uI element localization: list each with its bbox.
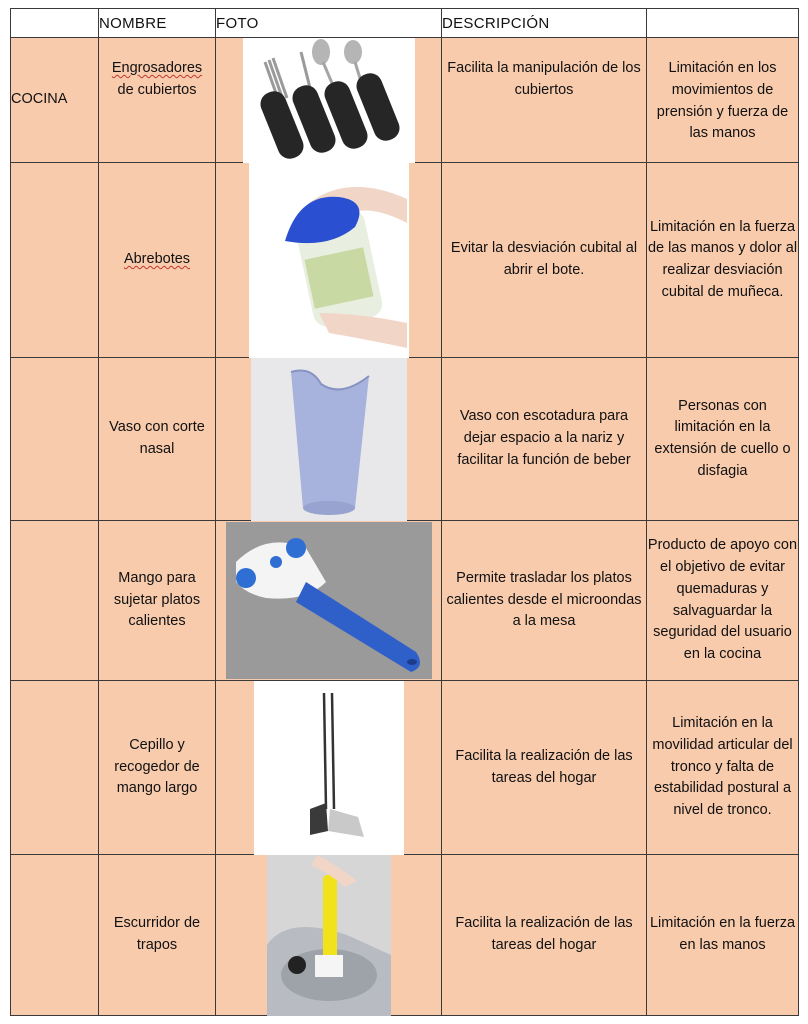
header-descripcion: DESCRIPCIÓN [442,9,647,38]
description-text: Facilita la manipulación de los cubiertos [447,60,641,98]
description-cell [442,521,647,681]
category-cell-empty [11,681,99,855]
product-name: Cepillo y recogedor de mango largo [114,736,200,797]
table-row [11,38,799,163]
category-cell-empty [11,163,99,358]
category-cell-empty [11,358,99,521]
description-text: Evitar la desviación cubital al abrir el bote. [450,240,638,278]
category-cell-empty [11,521,99,681]
jar-opener-icon [249,163,409,358]
description-text: Facilita la realización de las tareas del hogar [455,915,633,953]
product-name: Mango para sujetar platos calientes [113,569,201,630]
product-name: Vaso con corte nasal [109,419,205,457]
product-name: Escurridor de trapos [113,915,201,953]
header-row [11,9,799,38]
limitation-text: Limitación en los movimientos de prensión y fuerza de las manos [656,60,789,142]
limitation-cell [647,855,799,1016]
description-cell [442,38,647,163]
name-cell [99,681,216,855]
table-row [11,163,799,358]
description-cell [442,358,647,521]
photo-cell [216,38,442,163]
name-cell [99,521,216,681]
assistive-products-table [10,8,799,1016]
category-label: COCINA [11,91,68,108]
limitation-text: Limitación en la fuerza de las manos y dolor al realizar desviación cubital de muñeca. [647,218,798,300]
description-text: Permite trasladar los platos calientes desde el microondas a la mesa [446,569,642,630]
nose-cut-cup-icon [251,358,407,521]
cutlery-grips-icon [243,38,415,163]
table-row [11,855,799,1016]
description-cell [442,681,647,855]
name-cell [99,38,216,163]
table-row [11,681,799,855]
header-empty-left [11,9,99,38]
limitation-text: Limitación en la fuerza en las manos [649,915,796,953]
description-text: Facilita la realización de las tareas del hogar [455,747,633,786]
product-name-part2: de cubiertos [117,81,197,98]
name-cell [99,855,216,1016]
header-nombre: NOMBRE [99,9,216,38]
long-handle-dustpan-icon [254,681,404,855]
photo-cell [216,163,442,358]
product-name: Abrebotes [123,251,191,268]
limitation-cell [647,521,799,681]
limitation-cell [647,681,799,855]
plate-holder-icon [226,522,432,679]
limitation-cell [647,163,799,358]
photo-cell [216,681,442,855]
category-cell-empty [11,855,99,1016]
limitation-text: Personas con limitación en la extensión de cuello o disfagia [654,397,791,479]
name-cell [99,358,216,521]
name-cell [99,163,216,358]
photo-cell [216,855,442,1016]
limitation-text: Producto de apoyo con el objetivo de evitar quemaduras y salvaguardar la seguridad del usuario en la cocina [647,537,798,662]
header-foto: FOTO [216,9,442,38]
category-cell [11,38,99,163]
photo-cell [216,358,442,521]
cloth-wringer-icon [267,855,391,1016]
limitation-text: Limitación en la movilidad articular del tronco y falta de estabilidad postural a nivel de tronco. [652,715,793,819]
limitation-cell [647,358,799,521]
table-row [11,358,799,521]
table-row [11,521,799,681]
description-cell [442,855,647,1016]
limitation-cell [647,38,799,163]
header-empty-right [647,9,799,38]
description-text: Vaso con escotadura para dejar espacio a la nariz y facilitar la función de beber [457,408,631,468]
product-name-part1: Engrosadores [111,60,203,76]
photo-cell [216,521,442,681]
description-cell [442,163,647,358]
